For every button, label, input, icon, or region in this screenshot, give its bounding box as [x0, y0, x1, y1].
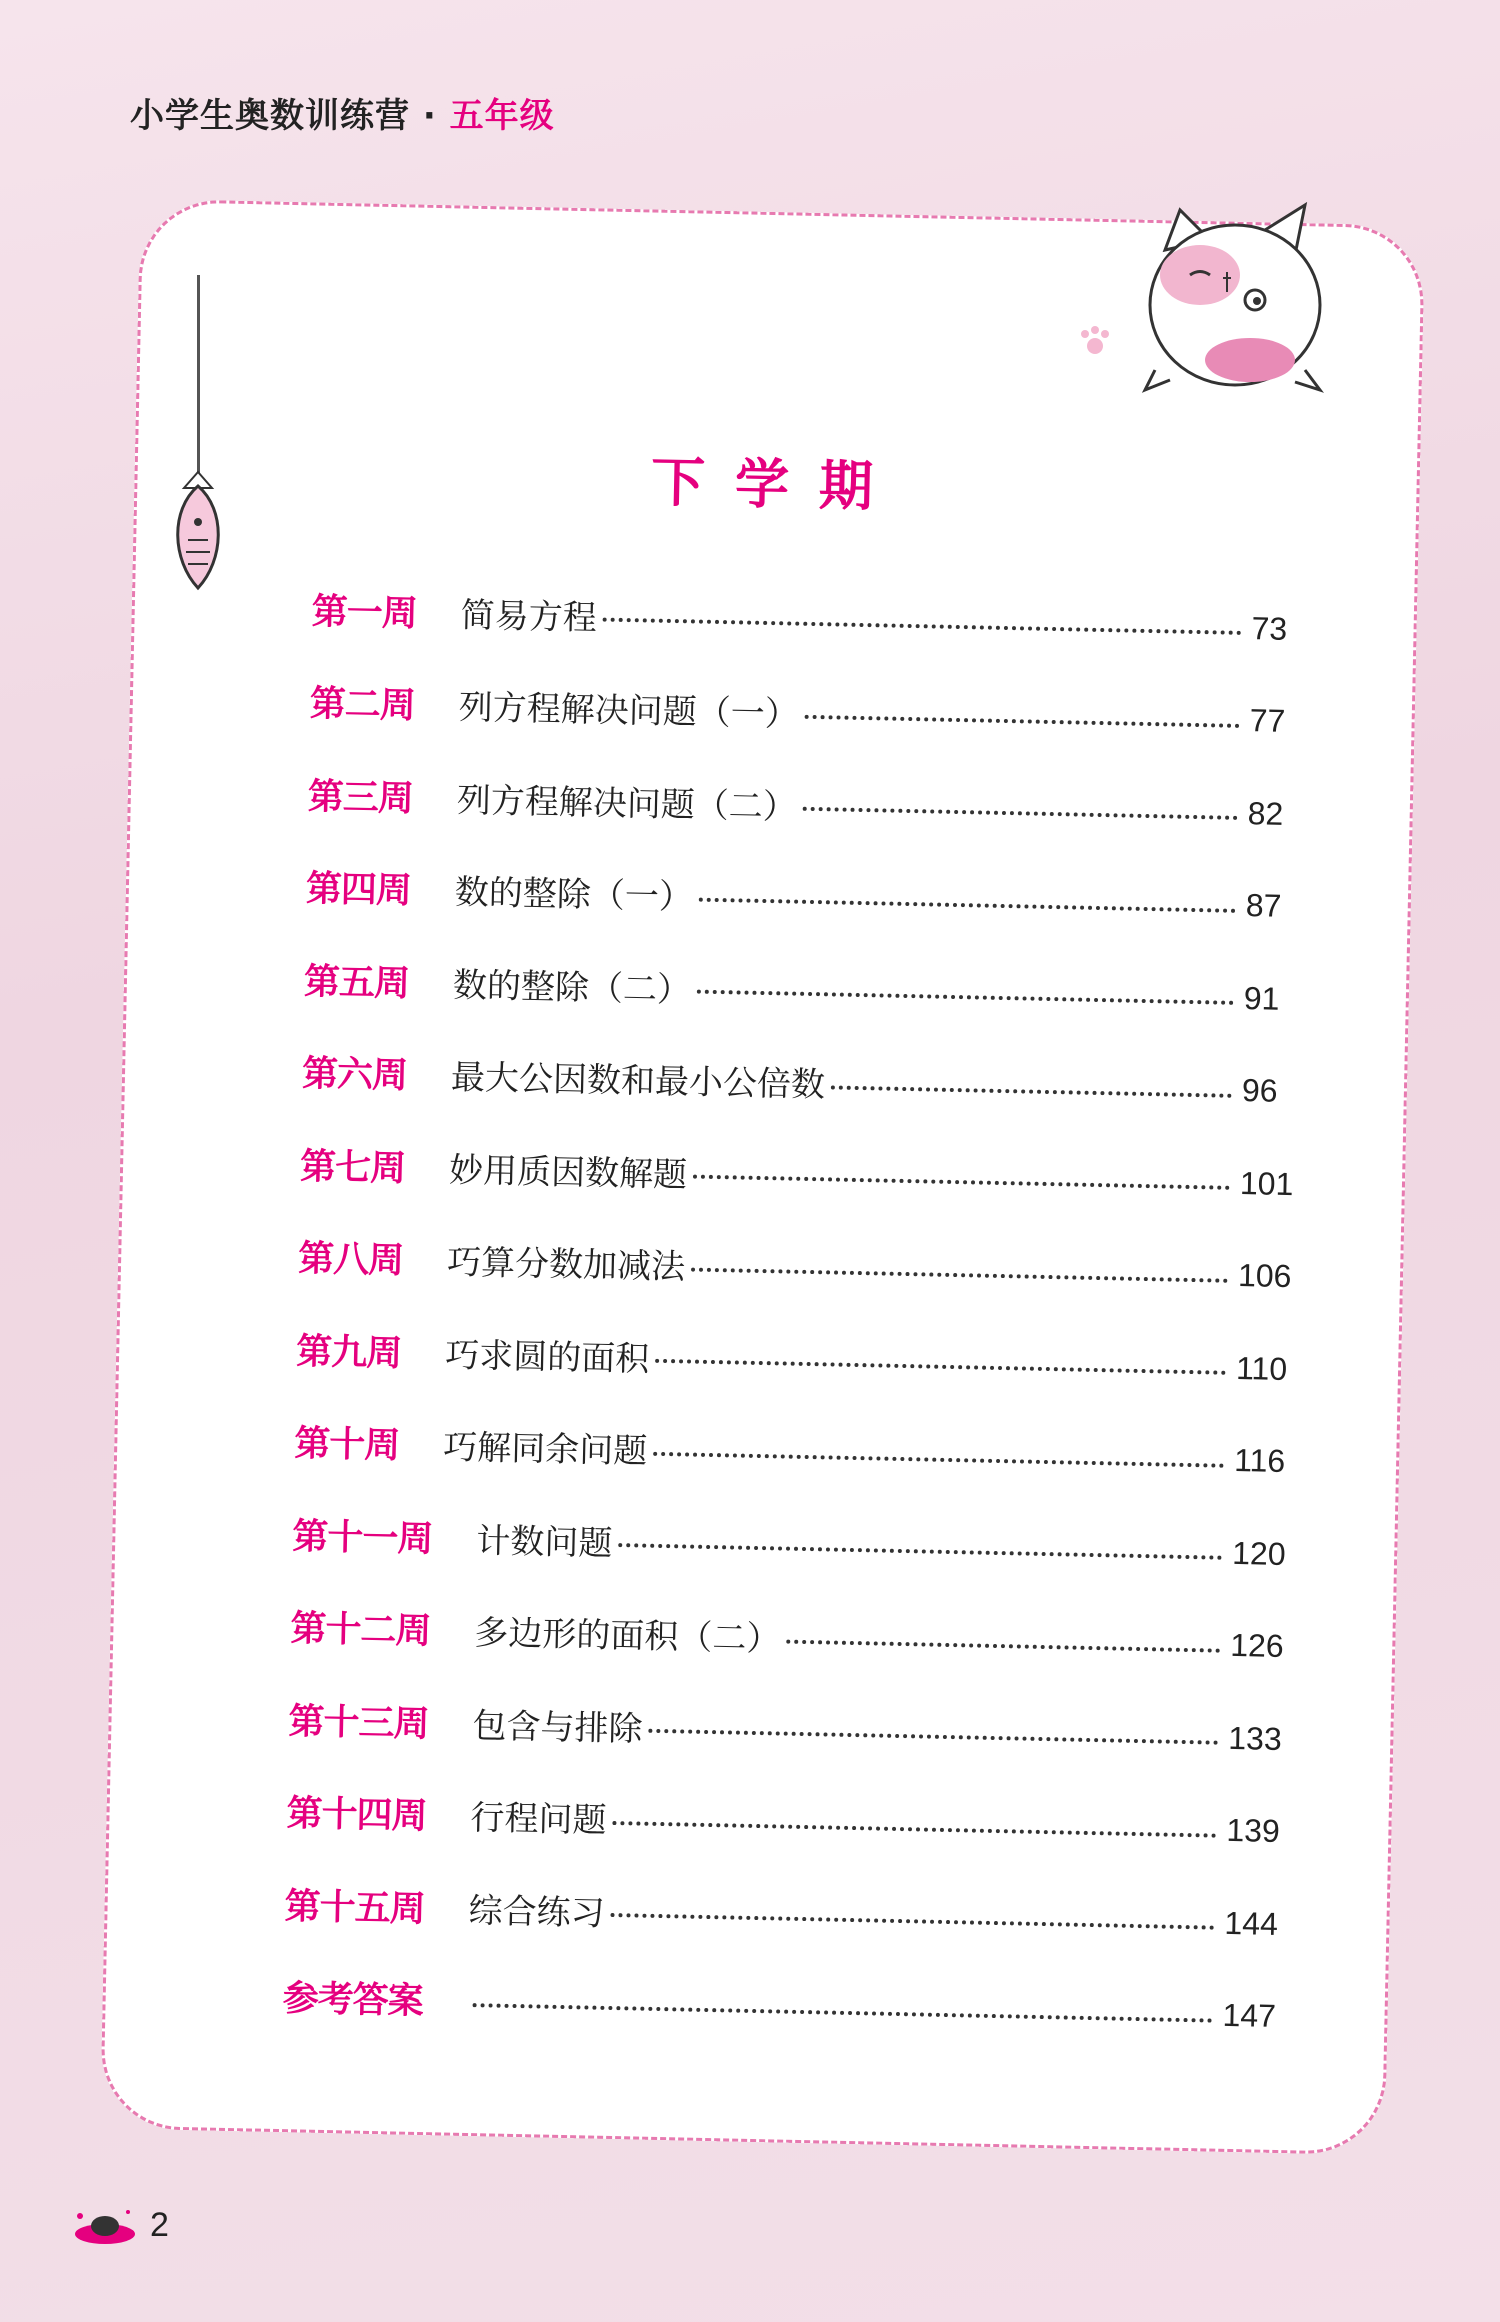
contents-panel [100, 199, 1425, 2155]
toc-week-label: 参考答案 [282, 1978, 424, 2023]
toc-page-number: 87 [1245, 887, 1282, 925]
toc-week-label: 第九周 [295, 1331, 402, 1375]
toc-dot-leader [831, 1083, 1232, 1097]
toc-dot-leader [618, 1541, 1222, 1560]
toc-week-label: 第十二周 [290, 1608, 431, 1653]
toc-page-number: 126 [1229, 1627, 1285, 1665]
toc-topic: 数的整除（二） [452, 965, 692, 1011]
toc-page-number: 120 [1231, 1534, 1286, 1572]
toc-topic: 多边形的面积（二） [473, 1613, 781, 1660]
toc-page-number: 101 [1239, 1164, 1294, 1202]
toc-page-number: 116 [1233, 1442, 1286, 1480]
paw-print-icon [1075, 322, 1115, 362]
toc-week-label: 第三周 [307, 776, 414, 820]
toc-topic: 简易方程 [460, 595, 598, 639]
toc-week-label: 第七周 [299, 1146, 406, 1190]
toc-topic: 妙用质因数解题 [448, 1150, 688, 1196]
toc-page-number: 106 [1237, 1257, 1292, 1295]
ufo-icon [70, 2204, 140, 2254]
toc-page-number: 96 [1241, 1072, 1278, 1110]
toc-dot-leader [648, 1727, 1218, 1745]
table-of-contents [282, 562, 1313, 2063]
toc-topic: 巧求圆的面积 [444, 1335, 650, 1380]
toc-week-label: 第十四周 [286, 1793, 427, 1838]
book-title: 小学生奥数训练营 · [130, 96, 450, 136]
toc-week-label: 第四周 [305, 868, 412, 912]
toc-page-number: 91 [1243, 979, 1280, 1017]
toc-dot-leader [691, 1265, 1228, 1282]
toc-page-number: 82 [1247, 794, 1284, 832]
cat-mascot-icon [1135, 200, 1335, 400]
toc-dot-leader [697, 988, 1234, 1005]
toc-week-label: 第二周 [309, 683, 416, 727]
toc-page-number: 144 [1224, 1904, 1279, 1942]
book-header [130, 88, 555, 137]
toc-topic: 行程问题 [470, 1798, 607, 1842]
section-title: 下学期 [650, 449, 904, 519]
toc-page-number: 77 [1249, 702, 1286, 740]
toc-week-label: 第五周 [303, 961, 410, 1005]
toc-page-number: 73 [1251, 609, 1288, 647]
toc-page-number: 139 [1226, 1812, 1281, 1850]
toc-topic: 巧解同余问题 [442, 1427, 648, 1472]
toc-week-label: 第十周 [293, 1423, 400, 1467]
toc-topic: 列方程解决问题（一） [458, 687, 800, 735]
toc-topic: 列方程解决问题（二） [456, 780, 798, 828]
fish-icon [160, 470, 240, 600]
toc-dot-leader [803, 805, 1238, 820]
toc-topic: 巧算分数加减法 [446, 1242, 686, 1288]
toc-topic: 计数问题 [475, 1520, 613, 1564]
toc-week-label: 第十五周 [284, 1885, 426, 1930]
toc-topic: 数的整除（一） [454, 872, 694, 918]
toc-dot-leader [805, 713, 1240, 728]
toc-dot-leader [473, 2001, 1213, 2022]
toc-dot-leader [612, 1819, 1216, 1838]
fishing-line [197, 275, 200, 490]
toc-dot-leader [699, 895, 1236, 912]
grade-label: 五年级 [449, 96, 555, 136]
toc-page-number: 133 [1227, 1719, 1283, 1757]
toc-dot-leader [603, 616, 1242, 635]
page-number: 2 [150, 2206, 169, 2244]
toc-week-label: 第一周 [311, 591, 418, 635]
toc-page-number: 147 [1222, 1997, 1277, 2035]
toc-week-label: 第十三周 [288, 1700, 429, 1745]
toc-dot-leader [653, 1450, 1224, 1468]
toc-dot-leader [610, 1911, 1214, 1930]
toc-week-label: 第六周 [301, 1053, 408, 1097]
toc-topic: 包含与排除 [472, 1705, 643, 1750]
toc-topic: 最大公因数和最小公倍数 [450, 1057, 826, 1106]
toc-dot-leader [786, 1637, 1220, 1652]
toc-week-label: 第八周 [297, 1238, 404, 1282]
toc-dot-leader [693, 1173, 1230, 1190]
toc-page-number: 110 [1235, 1349, 1288, 1387]
toc-dot-leader [655, 1357, 1226, 1375]
toc-topic: 综合练习 [468, 1890, 605, 1934]
toc-week-label: 第十一周 [291, 1515, 433, 1560]
